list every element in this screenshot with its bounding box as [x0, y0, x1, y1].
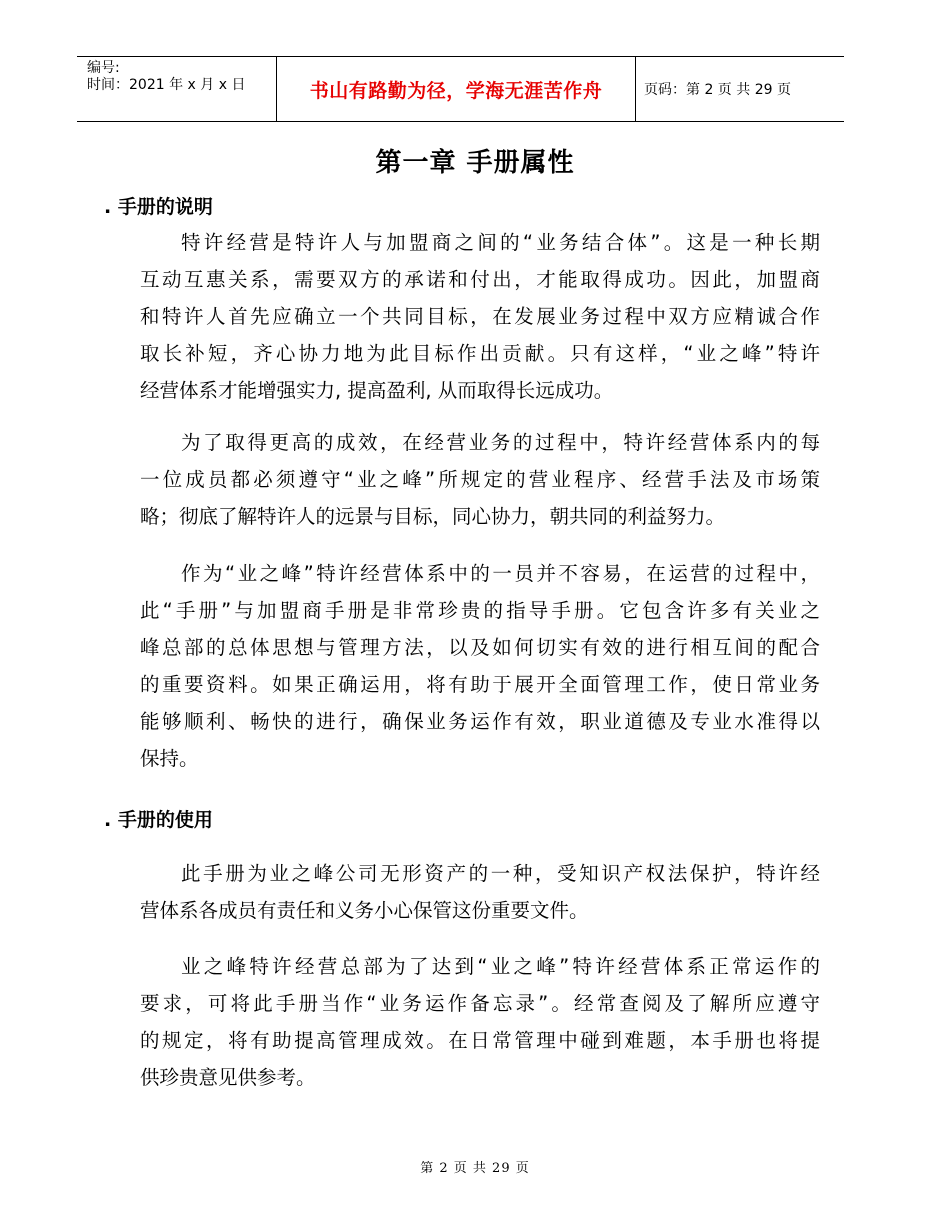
paragraph-line: 经营体系才能增强实力, 提高盈利, 从而取得长远成功。	[140, 379, 614, 402]
paragraph-line: 的重要资料。如果正确运用，将有助于展开全面管理工作，使日常业务	[140, 673, 820, 696]
paragraph-line: 此“手册”与加盟商手册是非常珍贵的指导手册。它包含许多有关业之	[140, 599, 820, 622]
paragraph-line: 要求，可将此手册当作“业务运作备忘录”。经常查阅及了解所应遵守	[140, 992, 820, 1015]
chapter-title: 第一章 手册属性	[375, 148, 575, 178]
paragraph-line: 业之峰特许经营总部为了达到“业之峰”特许经营体系正常运作的	[181, 955, 820, 978]
page-footer: 第 2 页 共 29 页	[420, 1161, 530, 1176]
section-heading-manual-description: . 手册的说明	[104, 196, 213, 218]
paragraph-line: 略；彻底了解特许人的远景与目标，同心协力，朝共同的利益努力。	[140, 505, 726, 528]
page-header-table	[77, 56, 844, 122]
paragraph-line: 营体系各成员有责任和义务小心保管这份重要文件。	[140, 899, 589, 922]
paragraph-line: 峰总部的总体思想与管理方法，以及如何切实有效的进行相互间的配合	[140, 636, 820, 659]
header-motto: 书山有路勤为径，学海无涯苦作舟	[309, 79, 603, 102]
paragraph-line: 特许经营是特许人与加盟商之间的“业务结合体”。这是一种长期	[181, 231, 820, 254]
paragraph-line: 和特许人首先应确立一个共同目标，在发展业务过程中双方应精诚合作	[140, 305, 820, 328]
paragraph-line: 保持。	[140, 747, 199, 770]
paragraph	[140, 855, 820, 929]
paragraph-line: 互动互惠关系，需要双方的承诺和付出，才能取得成功。因此，加盟商	[140, 268, 820, 291]
header-page-number: 页码：第 2 页 共 29 页	[644, 82, 791, 98]
section-heading-manual-usage: . 手册的使用	[104, 809, 213, 831]
paragraph	[140, 424, 820, 535]
header-meta-cell	[77, 57, 277, 121]
paragraph-line: 取长补短，齐心协力地为此目标作出贡献。只有这样，“业之峰”特许	[140, 342, 820, 365]
paragraph-line: 此手册为业之峰公司无形资产的一种，受知识产权法保护，特许经	[181, 862, 820, 885]
paragraph-line: 能够顺利、畅快的进行，确保业务运作有效，职业道德及专业水准得以	[140, 710, 820, 733]
paragraph-line: 作为“业之峰”特许经营体系中的一员并不容易，在运营的过程中，	[181, 562, 820, 585]
paragraph-line: 为了取得更高的成效，在经营业务的过程中，特许经营体系内的每	[181, 431, 820, 454]
paragraph	[140, 224, 820, 409]
date-label: 时间：2021 年 x 月 x 日	[87, 77, 246, 93]
paragraph	[140, 555, 820, 777]
paragraph-line: 一位成员都必须遵守“业之峰”所规定的营业程序、经营手法及市场策	[140, 468, 820, 491]
paragraph-line: 供珍贵意见供参考。	[140, 1066, 316, 1089]
serial-number-label: 编号:	[87, 60, 120, 76]
header-motto-cell	[277, 57, 636, 121]
paragraph	[140, 948, 820, 1096]
paragraph-line: 的规定，将有助提高管理成效。在日常管理中碰到难题，本手册也将提	[140, 1029, 820, 1052]
header-page-cell	[636, 57, 844, 121]
